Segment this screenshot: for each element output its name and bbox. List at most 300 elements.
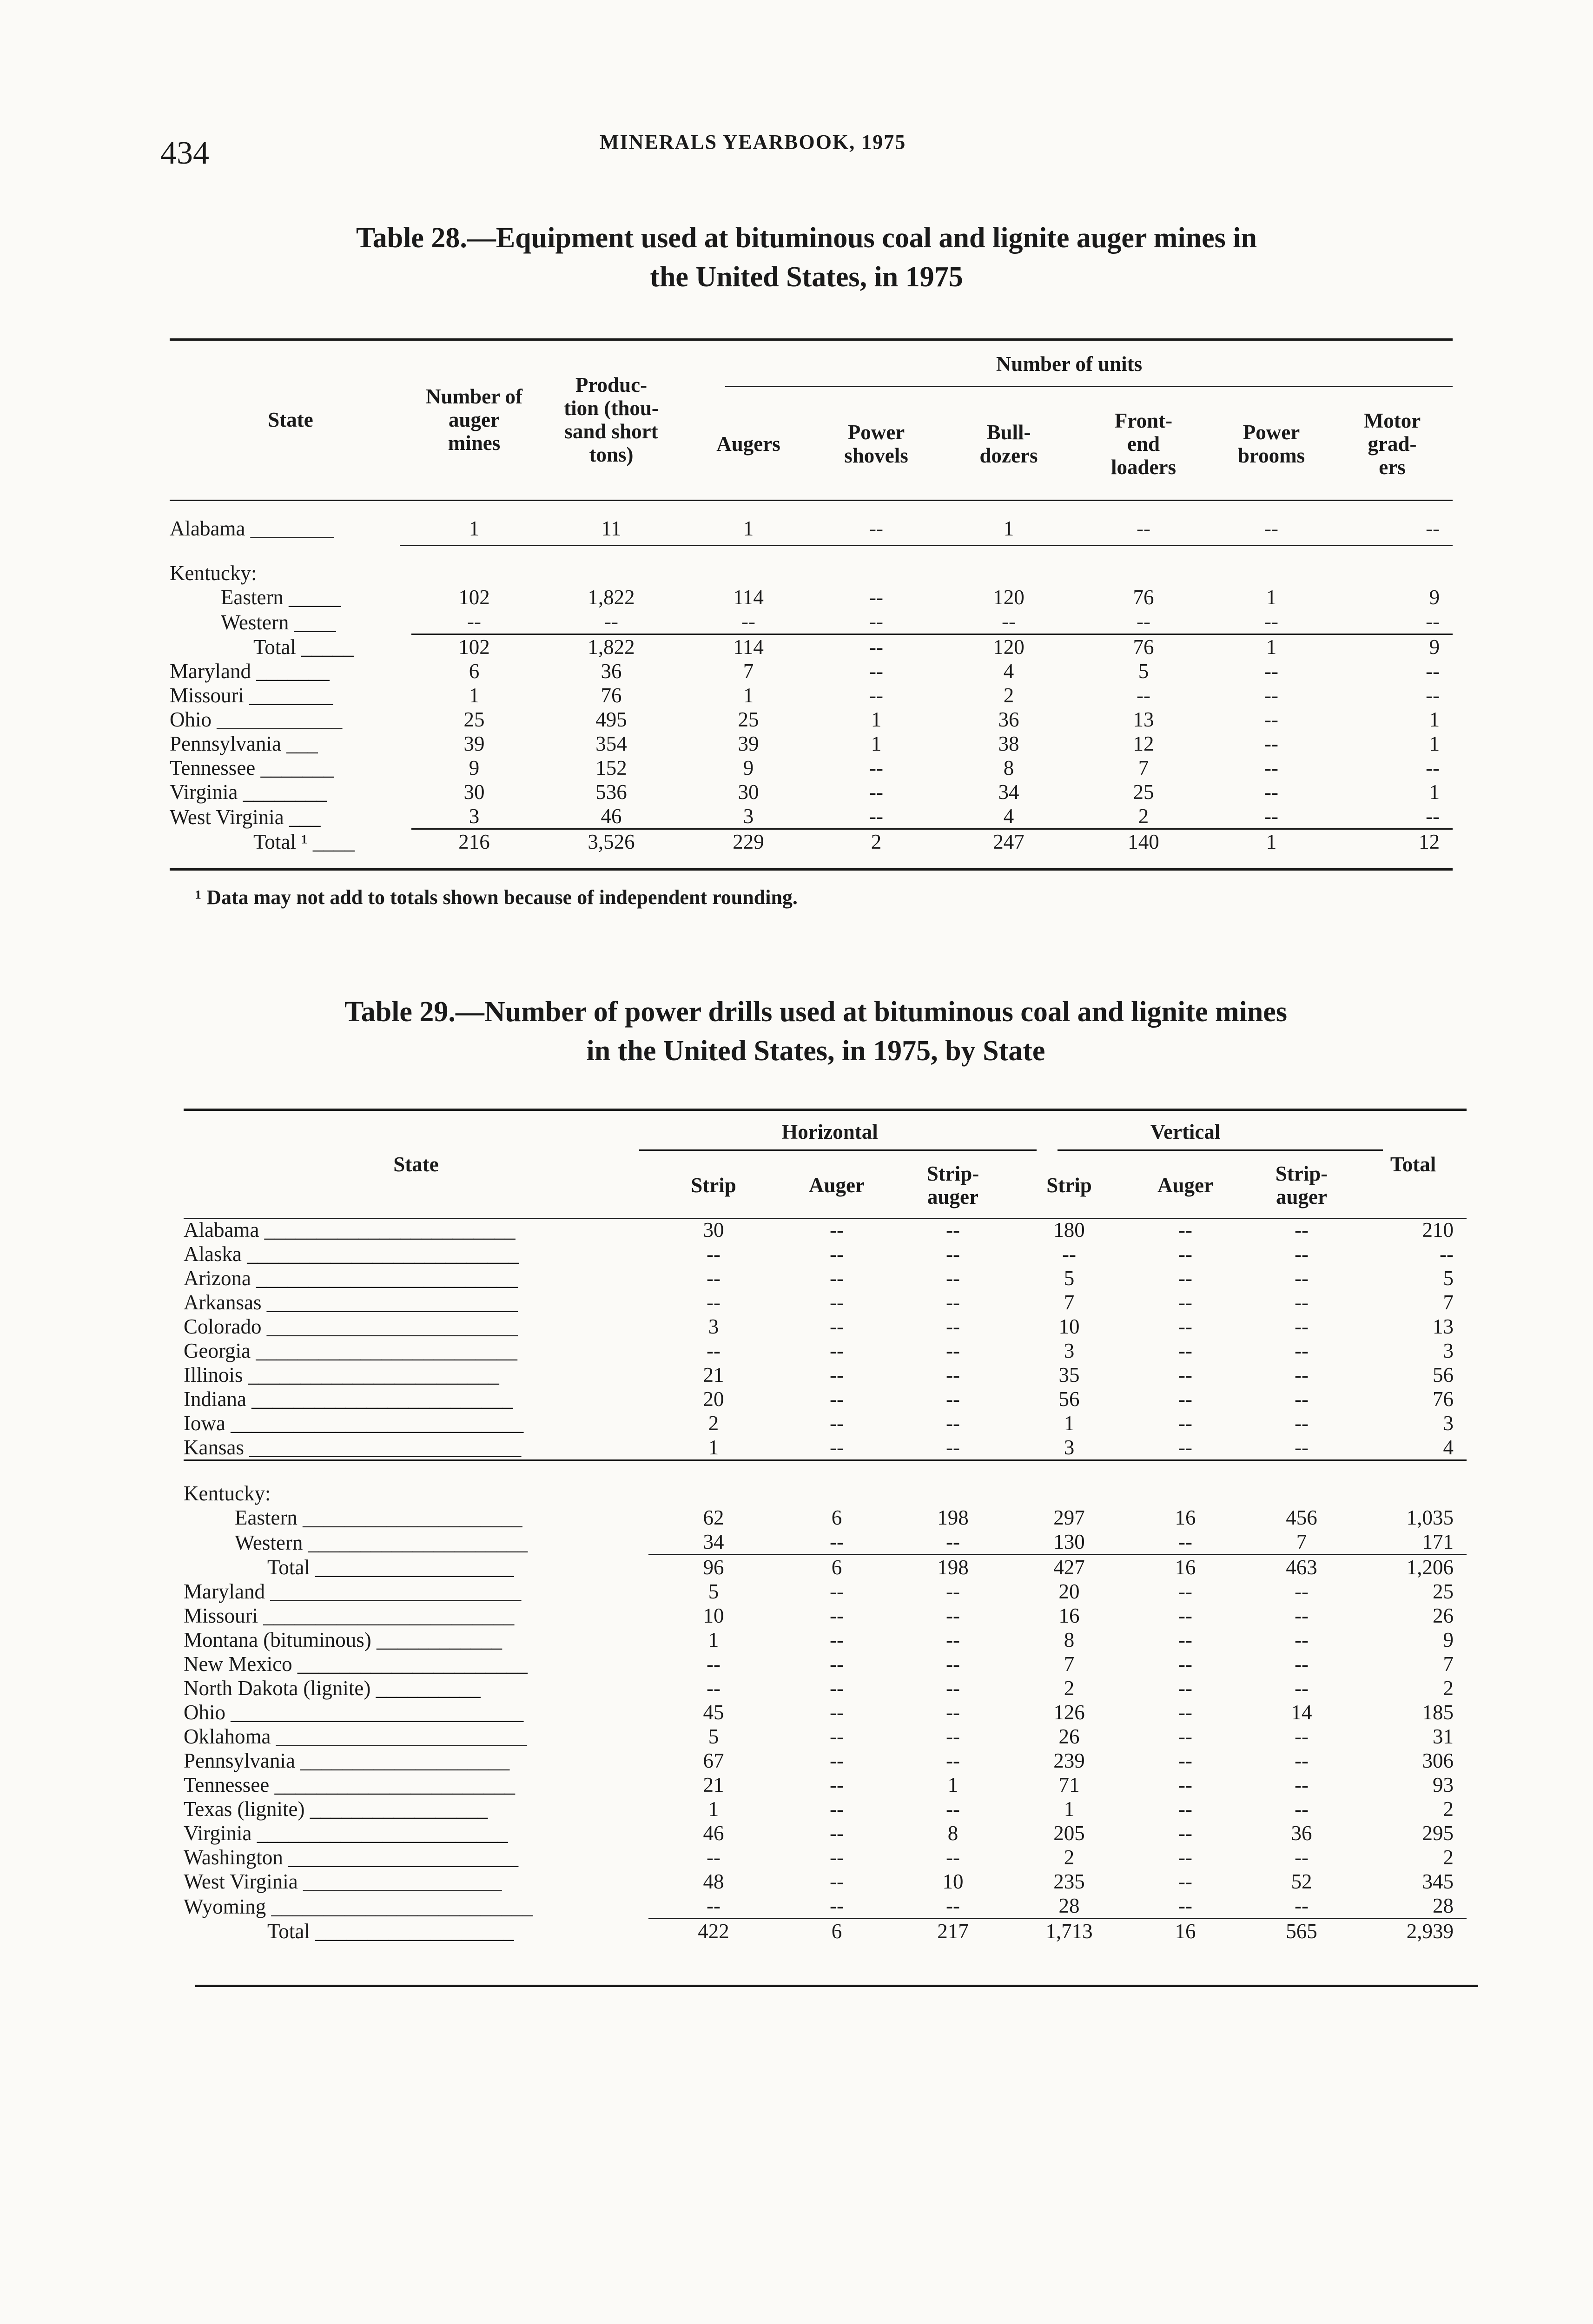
cell bbox=[779, 1481, 895, 1505]
table28-header-mines: Number of auger mines bbox=[426, 384, 522, 455]
cell: -- bbox=[1178, 1530, 1192, 1553]
table28-header-graders: Motor grad- ers bbox=[1363, 409, 1421, 479]
page-number: 434 bbox=[160, 135, 209, 171]
cell: 130 bbox=[1053, 1530, 1085, 1553]
cell: -- bbox=[1137, 610, 1150, 633]
table29-header-state: State bbox=[393, 1153, 439, 1176]
row-state: Alabama ________ bbox=[170, 517, 334, 540]
row-state: Arkansas ________________________ bbox=[184, 1291, 518, 1314]
row-state: Iowa ____________________________ bbox=[184, 1412, 524, 1435]
cell: 34 bbox=[703, 1530, 724, 1553]
table28-header-dozers: Bull- dozers bbox=[979, 421, 1038, 467]
row-state: Pennsylvania ____________________ bbox=[184, 1749, 510, 1772]
cell: 1,035 bbox=[1406, 1506, 1454, 1529]
cell: 495 bbox=[595, 708, 627, 731]
cell: -- bbox=[1137, 684, 1150, 707]
cell: 30 bbox=[703, 1218, 724, 1241]
cell: -- bbox=[946, 1315, 960, 1338]
cell: 1,713 bbox=[1011, 1919, 1127, 1944]
cell: 2 bbox=[708, 1412, 719, 1435]
table-row bbox=[170, 780, 1453, 804]
table28-header-brooms: Power brooms bbox=[1237, 421, 1305, 467]
cell: -- bbox=[1243, 1435, 1360, 1460]
cell: 1,822 bbox=[537, 634, 686, 660]
cell: 4 bbox=[1003, 660, 1014, 683]
cell bbox=[1127, 1481, 1243, 1505]
cell: -- bbox=[707, 1291, 720, 1314]
cell: 120 bbox=[993, 586, 1025, 609]
cell: 114 bbox=[733, 586, 764, 609]
cell: -- bbox=[707, 1242, 720, 1266]
cell: 3 bbox=[1443, 1412, 1454, 1435]
cell: -- bbox=[1295, 1677, 1309, 1700]
cell: -- bbox=[946, 1267, 960, 1290]
cell: -- bbox=[830, 1315, 844, 1338]
cell: -- bbox=[895, 1435, 1011, 1460]
table-row bbox=[184, 1749, 1467, 1773]
cell: 2 bbox=[1003, 684, 1014, 707]
table-row bbox=[184, 1652, 1467, 1676]
cell: 28 bbox=[1058, 1894, 1080, 1917]
cell: 3 bbox=[1443, 1339, 1454, 1362]
cell: -- bbox=[830, 1701, 844, 1724]
row-state: Oklahoma ________________________ bbox=[184, 1725, 527, 1748]
cell: -- bbox=[1178, 1267, 1192, 1290]
table-row bbox=[170, 732, 1453, 756]
row-state: Virginia ________ bbox=[170, 780, 327, 804]
table-row bbox=[184, 1387, 1467, 1411]
cell: 38 bbox=[998, 732, 1019, 755]
cell bbox=[1011, 1481, 1127, 1505]
cell: 30 bbox=[463, 780, 485, 804]
cell: 1 bbox=[708, 1797, 719, 1821]
row-state: North Dakota (lignite) __________ bbox=[184, 1677, 481, 1700]
cell: -- bbox=[1264, 780, 1278, 804]
table-row bbox=[170, 829, 1453, 854]
cell: -- bbox=[707, 1267, 720, 1290]
cell bbox=[895, 1481, 1011, 1505]
cell: -- bbox=[1178, 1894, 1192, 1917]
cell: 210 bbox=[1422, 1218, 1454, 1241]
cell: 2 bbox=[811, 829, 941, 854]
table-row bbox=[184, 1242, 1467, 1266]
table28-caption bbox=[167, 218, 1446, 297]
cell: -- bbox=[830, 1604, 844, 1627]
cell: 2 bbox=[1443, 1846, 1454, 1869]
table-row bbox=[170, 609, 1453, 634]
cell: 20 bbox=[1058, 1580, 1080, 1603]
cell: -- bbox=[946, 1530, 960, 1553]
cell: 3 bbox=[469, 805, 480, 828]
row-state: Maryland ________________________ bbox=[184, 1580, 522, 1603]
cell: 25 bbox=[1433, 1580, 1454, 1603]
cell: -- bbox=[830, 1773, 844, 1796]
cell: 34 bbox=[998, 780, 1019, 804]
cell: -- bbox=[1264, 805, 1278, 828]
cell: -- bbox=[1295, 1363, 1309, 1386]
row-state: Alaska __________________________ bbox=[184, 1242, 519, 1266]
table-row bbox=[184, 1821, 1467, 1845]
cell: -- bbox=[946, 1725, 960, 1748]
table-row bbox=[184, 1894, 1467, 1919]
cell: 185 bbox=[1422, 1701, 1454, 1724]
cell: 239 bbox=[1053, 1749, 1085, 1772]
cell: 171 bbox=[1422, 1530, 1454, 1553]
cell: 1 bbox=[1429, 780, 1440, 804]
cell: -- bbox=[946, 1894, 960, 1917]
cell: -- bbox=[946, 1846, 960, 1869]
cell: 235 bbox=[1053, 1870, 1085, 1893]
cell: 229 bbox=[686, 829, 811, 854]
cell: -- bbox=[1295, 1387, 1309, 1411]
row-state: Tennessee _______ bbox=[170, 756, 334, 779]
cell: -- bbox=[946, 1339, 960, 1362]
cell: -- bbox=[1178, 1797, 1192, 1821]
cell: -- bbox=[869, 756, 883, 779]
cell: 36 bbox=[1291, 1822, 1312, 1845]
cell: 6 bbox=[779, 1919, 895, 1944]
cell: 11 bbox=[601, 517, 621, 540]
cell: 3,526 bbox=[537, 829, 686, 854]
cell: -- bbox=[1295, 1315, 1309, 1338]
row-state: Illinois ________________________ bbox=[184, 1363, 499, 1386]
cell: 4 bbox=[1360, 1435, 1467, 1460]
table29-caption-line1: Table 29.—Number of power drills used at bituminous coal and lignite mines bbox=[344, 996, 1287, 1028]
table28-caption-line2: the United States, in 1975 bbox=[650, 261, 963, 293]
cell: -- bbox=[1426, 805, 1440, 828]
cell: 1 bbox=[1429, 708, 1440, 731]
table-row bbox=[170, 585, 1453, 609]
table-row bbox=[184, 1676, 1467, 1700]
cell: 76 bbox=[1133, 586, 1154, 609]
cell: 13 bbox=[1433, 1315, 1454, 1338]
cell: -- bbox=[741, 610, 755, 633]
cell: -- bbox=[1178, 1773, 1192, 1796]
cell: 1 bbox=[743, 517, 754, 540]
cell: -- bbox=[1002, 610, 1016, 633]
cell: -- bbox=[1178, 1339, 1192, 1362]
cell: 102 bbox=[458, 586, 490, 609]
table29-caption-line2: in the United States, in 1975, by State bbox=[586, 1035, 1045, 1067]
cell: 67 bbox=[703, 1749, 724, 1772]
cell: -- bbox=[946, 1412, 960, 1435]
cell: 35 bbox=[1058, 1363, 1080, 1386]
row-state: Missouri ________ bbox=[170, 684, 333, 707]
cell: 5 bbox=[708, 1580, 719, 1603]
cell: -- bbox=[1178, 1387, 1192, 1411]
cell: -- bbox=[946, 1363, 960, 1386]
table-row bbox=[184, 1604, 1467, 1628]
cell: -- bbox=[830, 1749, 844, 1772]
cell: -- bbox=[1178, 1749, 1192, 1772]
cell: 9 bbox=[1429, 586, 1440, 609]
cell: 26 bbox=[1433, 1604, 1454, 1627]
table28-header-shovels: Power shovels bbox=[844, 421, 908, 467]
table-row bbox=[184, 1411, 1467, 1435]
table28 bbox=[170, 339, 1453, 854]
row-state: Total ___________________ bbox=[267, 1920, 514, 1943]
row-state: Indiana _________________________ bbox=[184, 1387, 513, 1411]
cell: 9 bbox=[469, 756, 480, 779]
table-row bbox=[184, 1555, 1467, 1580]
cell: 1 bbox=[1211, 829, 1332, 854]
cell: -- bbox=[1178, 1846, 1192, 1869]
cell: -- bbox=[1137, 517, 1150, 540]
cell: 345 bbox=[1422, 1870, 1454, 1893]
table-row bbox=[184, 1505, 1467, 1530]
table-row bbox=[184, 1481, 1467, 1505]
cell: -- bbox=[946, 1652, 960, 1676]
cell: 9 bbox=[743, 756, 754, 779]
cell: -- bbox=[1426, 517, 1440, 540]
table29-header-vertical: Vertical bbox=[1150, 1120, 1221, 1143]
cell: 247 bbox=[941, 829, 1076, 854]
table29-header-h-auger: Auger bbox=[809, 1174, 865, 1197]
cell: -- bbox=[830, 1894, 844, 1917]
cell bbox=[1243, 1481, 1360, 1505]
table29-header-v-auger: Auger bbox=[1157, 1174, 1213, 1197]
cell: 5 bbox=[1138, 660, 1149, 683]
cell: 536 bbox=[595, 780, 627, 804]
cell: 10 bbox=[942, 1870, 964, 1893]
cell: -- bbox=[830, 1412, 844, 1435]
cell: 39 bbox=[738, 732, 759, 755]
cell: 12 bbox=[1332, 829, 1453, 854]
cell: 28 bbox=[1433, 1894, 1454, 1917]
cell: 48 bbox=[703, 1870, 724, 1893]
cell: 1 bbox=[1266, 586, 1277, 609]
cell: -- bbox=[1295, 1242, 1309, 1266]
table29-header-h-stripauger: Strip- auger bbox=[926, 1162, 979, 1208]
row-state: Kansas __________________________ bbox=[184, 1435, 648, 1460]
cell: 16 bbox=[1127, 1555, 1243, 1580]
table29-header-h-strip: Strip bbox=[691, 1174, 736, 1197]
cell: -- bbox=[869, 586, 883, 609]
cell: 8 bbox=[1064, 1628, 1075, 1651]
cell: 2 bbox=[1443, 1677, 1454, 1700]
table-row bbox=[184, 1919, 1467, 1944]
cell: 3 bbox=[1064, 1339, 1075, 1362]
cell: 1 bbox=[648, 1435, 779, 1460]
cell: -- bbox=[830, 1218, 844, 1241]
table-row bbox=[184, 1218, 1467, 1242]
cell: 3 bbox=[708, 1315, 719, 1338]
cell: -- bbox=[1178, 1628, 1192, 1651]
row-state: Virginia ________________________ bbox=[184, 1822, 508, 1845]
cell: -- bbox=[779, 1435, 895, 1460]
cell: -- bbox=[830, 1580, 844, 1603]
cell: -- bbox=[1426, 660, 1440, 683]
cell: -- bbox=[1127, 1435, 1243, 1460]
row-state: New Mexico ______________________ bbox=[184, 1652, 528, 1676]
cell: -- bbox=[1295, 1652, 1309, 1676]
cell: -- bbox=[1295, 1267, 1309, 1290]
cell: 1 bbox=[871, 708, 882, 731]
cell: 1 bbox=[1064, 1412, 1075, 1435]
table-row bbox=[184, 1773, 1467, 1797]
cell: -- bbox=[830, 1242, 844, 1266]
cell: 2 bbox=[1064, 1677, 1075, 1700]
table-row bbox=[184, 1797, 1467, 1821]
cell: 26 bbox=[1058, 1725, 1080, 1748]
cell: -- bbox=[830, 1387, 844, 1411]
row-state: Western ____ bbox=[221, 610, 336, 634]
table28-footnote: ¹ Data may not add to totals shown because of independent rounding. bbox=[195, 886, 798, 909]
cell: -- bbox=[1264, 660, 1278, 683]
cell: 295 bbox=[1422, 1822, 1454, 1845]
cell: -- bbox=[869, 805, 883, 828]
cell: 96 bbox=[648, 1555, 779, 1580]
cell: 6 bbox=[831, 1506, 842, 1529]
cell: 354 bbox=[595, 732, 627, 755]
table-row bbox=[184, 1845, 1467, 1869]
cell: -- bbox=[1295, 1412, 1309, 1435]
cell: 1,206 bbox=[1360, 1555, 1467, 1580]
cell: 126 bbox=[1053, 1701, 1085, 1724]
cell: 71 bbox=[1058, 1773, 1080, 1796]
table28-bottom-rule bbox=[170, 868, 1453, 871]
row-state: Ohio ____________ bbox=[170, 708, 343, 731]
row-state: Pennsylvania ___ bbox=[170, 732, 318, 755]
cell: 1 bbox=[1003, 517, 1014, 540]
cell: 2 bbox=[1064, 1846, 1075, 1869]
cell: 1 bbox=[1211, 634, 1332, 660]
cell: -- bbox=[830, 1363, 844, 1386]
cell: 12 bbox=[1133, 732, 1154, 755]
cell: -- bbox=[946, 1677, 960, 1700]
table29-bottom-rule bbox=[195, 1985, 1478, 1987]
table-row bbox=[170, 707, 1453, 732]
table-row bbox=[184, 1530, 1467, 1555]
cell: -- bbox=[1295, 1291, 1309, 1314]
cell: 1 bbox=[469, 517, 480, 540]
cell: -- bbox=[869, 610, 883, 633]
cell: -- bbox=[1178, 1701, 1192, 1724]
table-row bbox=[184, 1700, 1467, 1724]
cell: 1 bbox=[743, 684, 754, 707]
table-row bbox=[170, 659, 1453, 683]
cell: -- bbox=[1264, 684, 1278, 707]
cell: -- bbox=[1178, 1218, 1192, 1241]
row-state: Maryland _______ bbox=[170, 660, 330, 683]
cell: 7 bbox=[1443, 1291, 1454, 1314]
cell: -- bbox=[869, 517, 883, 540]
table28-header-units: Number of units bbox=[996, 352, 1143, 376]
cell: -- bbox=[1295, 1749, 1309, 1772]
cell: 422 bbox=[648, 1919, 779, 1944]
table29-caption bbox=[177, 992, 1455, 1070]
cell: -- bbox=[1178, 1580, 1192, 1603]
row-state: Total ¹ ____ bbox=[253, 830, 355, 853]
table-row bbox=[184, 1435, 1467, 1460]
cell: 8 bbox=[947, 1822, 958, 1845]
cell: 3 bbox=[743, 805, 754, 828]
cell: 2 bbox=[1443, 1797, 1454, 1821]
row-state: Texas (lignite) _________________ bbox=[184, 1797, 488, 1821]
cell: 216 bbox=[411, 829, 537, 854]
cell: 102 bbox=[411, 634, 537, 660]
cell: 21 bbox=[703, 1363, 724, 1386]
cell: -- bbox=[946, 1580, 960, 1603]
cell: -- bbox=[1178, 1604, 1192, 1627]
cell: 36 bbox=[601, 660, 622, 683]
row-state: Washington ______________________ bbox=[184, 1846, 519, 1869]
cell: -- bbox=[707, 1652, 720, 1676]
cell: -- bbox=[830, 1846, 844, 1869]
cell: 120 bbox=[941, 634, 1076, 660]
cell: -- bbox=[1264, 732, 1278, 755]
cell: -- bbox=[1178, 1291, 1192, 1314]
cell: 16 bbox=[1058, 1604, 1080, 1627]
table28-header-loaders: Front- end loaders bbox=[1111, 409, 1176, 479]
cell: 5 bbox=[708, 1725, 719, 1748]
table-row bbox=[184, 1363, 1467, 1387]
table-row bbox=[184, 1266, 1467, 1290]
cell: 45 bbox=[703, 1701, 724, 1724]
cell: -- bbox=[830, 1677, 844, 1700]
cell: -- bbox=[1295, 1218, 1309, 1241]
cell: 427 bbox=[1011, 1555, 1127, 1580]
running-head: MINERALS YEARBOOK, 1975 bbox=[600, 131, 906, 153]
cell: -- bbox=[811, 634, 941, 660]
cell: 140 bbox=[1076, 829, 1211, 854]
cell: 39 bbox=[463, 732, 485, 755]
table-row bbox=[170, 561, 1453, 585]
cell: 2,939 bbox=[1360, 1919, 1467, 1944]
cell: 76 bbox=[1433, 1387, 1454, 1411]
row-state: West Virginia ___________________ bbox=[184, 1870, 502, 1893]
cell: -- bbox=[1440, 1242, 1454, 1266]
table28-header-state: State bbox=[268, 408, 313, 431]
cell: 5 bbox=[1443, 1267, 1454, 1290]
cell: 7 bbox=[1296, 1530, 1307, 1553]
cell: 93 bbox=[1433, 1773, 1454, 1796]
cell: -- bbox=[1264, 708, 1278, 731]
cell: -- bbox=[869, 684, 883, 707]
table28-header-production: Produc- tion (thou- sand short tons) bbox=[564, 373, 659, 466]
cell: 7 bbox=[1138, 756, 1149, 779]
row-state: Colorado ________________________ bbox=[184, 1315, 518, 1338]
cell: 1 bbox=[947, 1773, 958, 1796]
cell: -- bbox=[1426, 756, 1440, 779]
cell: -- bbox=[1295, 1894, 1309, 1917]
table-row bbox=[170, 683, 1453, 707]
cell: -- bbox=[1295, 1339, 1309, 1362]
cell: 6 bbox=[779, 1555, 895, 1580]
cell: 297 bbox=[1053, 1506, 1085, 1529]
cell: 7 bbox=[743, 660, 754, 683]
cell: 456 bbox=[1286, 1506, 1317, 1529]
row-state: Eastern _____ bbox=[221, 586, 341, 609]
cell: 46 bbox=[601, 805, 622, 828]
cell: 10 bbox=[703, 1604, 724, 1627]
cell: -- bbox=[830, 1652, 844, 1676]
row-state: Total _____ bbox=[253, 635, 354, 659]
table-row bbox=[170, 634, 1453, 660]
row-state: Georgia _________________________ bbox=[184, 1339, 517, 1362]
cell: 205 bbox=[1053, 1822, 1085, 1845]
cell: -- bbox=[1178, 1242, 1192, 1266]
cell: 2 bbox=[1138, 805, 1149, 828]
table29-header-horizontal: Horizontal bbox=[781, 1120, 878, 1143]
cell: 463 bbox=[1243, 1555, 1360, 1580]
row-state: Montana (bituminous) ____________ bbox=[184, 1628, 502, 1651]
cell: 114 bbox=[686, 634, 811, 660]
cell: -- bbox=[1295, 1846, 1309, 1869]
cell: -- bbox=[1178, 1412, 1192, 1435]
cell: 9 bbox=[1443, 1628, 1454, 1651]
cell: -- bbox=[1178, 1363, 1192, 1386]
